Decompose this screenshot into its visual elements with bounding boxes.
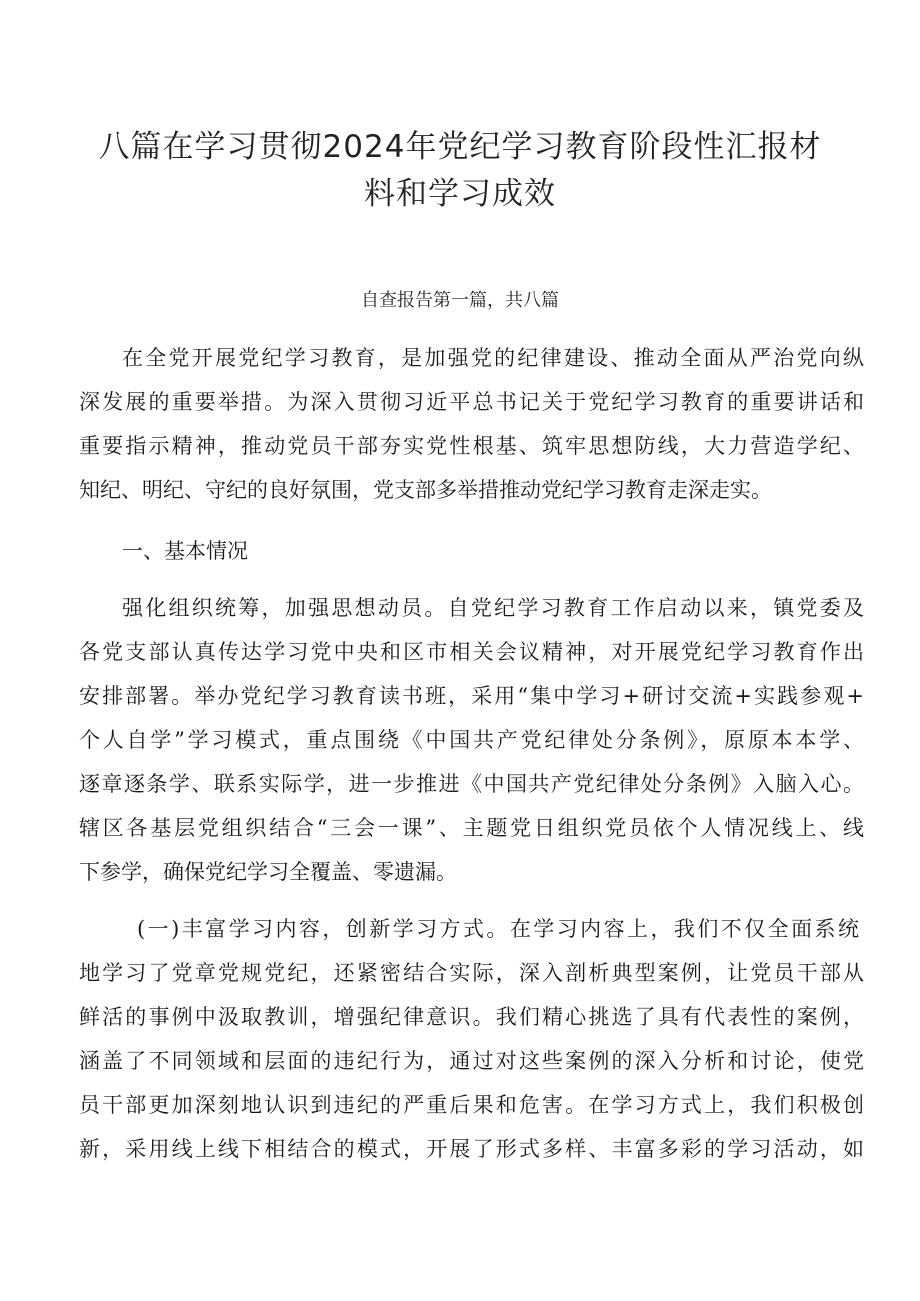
paragraph-2-line: 安排部署。举办党纪学习教育读书班，采用“集中学习+研讨交流+实践参观+ xyxy=(79,684,864,708)
paragraph-2-line: 辖区各基层党组织结合“三会一课”、主题党日组织党员依个人情况线上、线 xyxy=(79,816,864,840)
paragraph-3-line: 新，采用线上线下相结合的模式，开展了形式多样、丰富多彩的学习活动，如 xyxy=(79,1137,864,1161)
paragraph-2-line: 逐章逐条学、联系实际学，进一步推进《中国共产党纪律处分条例》入脑入心。 xyxy=(79,772,864,796)
paragraph-3-line: 鲜活的事例中汲取教训，增强纪律意识。我们精心挑选了具有代表性的案例， xyxy=(79,1005,864,1029)
section-heading-basic-situation: 一、基本情况 xyxy=(122,539,248,563)
document-title-line-1: 八篇在学习贯彻2024年党纪学习教育阶段性汇报材 xyxy=(98,129,822,165)
paragraph-2-line: 个人自学”学习模式，重点围绕《中国共产党纪律处分条例》，原原本本学、 xyxy=(79,728,864,752)
paragraph-1-line: 深发展的重要举措。为深入贯彻习近平总书记关于党纪学习教育的重要讲话和 xyxy=(79,390,864,414)
paragraph-2-line: 下参学，确保党纪学习全覆盖、零遗漏。 xyxy=(79,860,457,884)
document-subtitle: 自查报告第一篇，共八篇 xyxy=(361,290,559,311)
paragraph-1-line: 重要指示精神，推动党员干部夯实党性根基、筑牢思想防线，大力营造学纪、 xyxy=(79,434,864,458)
paragraph-1-line: 知纪、明纪、守纪的良好氛围，党支部多举措推动党纪学习教育走深走实。 xyxy=(79,478,772,502)
paragraph-3-line: (一)丰富学习内容，创新学习方式。在学习内容上，我们不仅全面系统 xyxy=(137,917,859,941)
paragraph-3-line: 员干部更加深刻地认识到违纪的严重后果和危害。在学习方式上，我们积极创 xyxy=(79,1093,864,1117)
paragraph-3-line: 涵盖了不同领域和层面的违纪行为，通过对这些案例的深入分析和讨论，使党 xyxy=(79,1049,864,1073)
paragraph-2-line: 各党支部认真传达学习党中央和区市相关会议精神，对开展党纪学习教育作出 xyxy=(79,640,864,664)
paragraph-1-line: 在全党开展党纪学习教育，是加强党的纪律建设、推动全面从严治党向纵 xyxy=(122,346,864,370)
document-title-line-2: 料和学习成效 xyxy=(364,176,556,212)
paragraph-2-line: 强化组织统筹，加强思想动员。自党纪学习教育工作启动以来，镇党委及 xyxy=(122,596,864,620)
paragraph-3-line: 地学习了党章党规党纪，还紧密结合实际，深入剖析典型案例，让党员干部从 xyxy=(79,961,864,985)
